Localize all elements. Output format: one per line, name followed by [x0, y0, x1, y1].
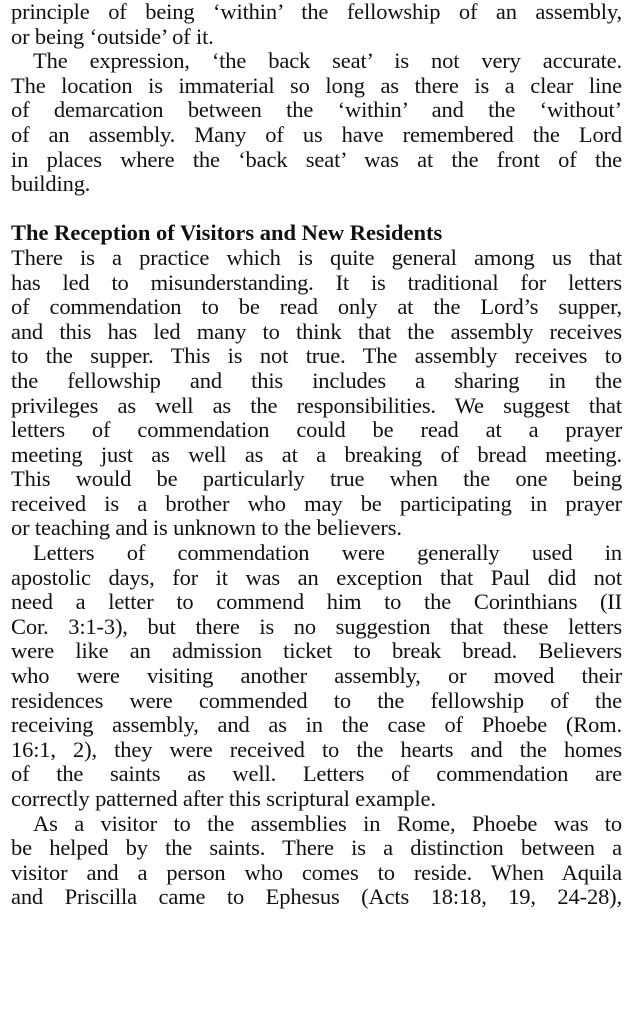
paragraph [11, 0, 622, 49]
paragraph [11, 49, 622, 197]
text-line: building. [11, 171, 91, 197]
text-line: be helped by the saints. There is a distinction between a [11, 835, 622, 861]
text-line: As a visitor to the assemblies in Rome, Phoebe was to [33, 810, 622, 836]
text-line: residences were commended to the fellowship of the [11, 687, 622, 713]
text-line: of commendation to be read only at the Lord’s supper, [11, 294, 622, 320]
text-line: has led to misunderstanding. It is traditional for letters [11, 269, 622, 295]
text-line: The location is immaterial so long as there is a clear line [11, 72, 622, 98]
text-line: or teaching and is unknown to the believers. [11, 515, 402, 541]
intro-paragraphs [11, 0, 622, 197]
paragraph [11, 246, 622, 541]
text-line: This would be particularly true when the one being [11, 466, 622, 492]
text-line: of the saints as well. Letters of commendation are [11, 761, 622, 787]
text-line: and this has led many to think that the assembly receives [11, 318, 622, 344]
text-line: of an assembly. Many of us have remembered the Lord [11, 121, 622, 147]
text-line: There is a practice which is quite general among us that [11, 244, 622, 270]
text-line: to the supper. This is not true. The assembly receives to [11, 343, 622, 369]
text-line: or being ‘outside’ of it. [11, 23, 214, 49]
text-line: letters of commendation could be read at a prayer [11, 417, 622, 443]
text-line: the fellowship and this includes a sharing in the [11, 367, 622, 393]
text-line: receiving assembly, and as in the case of Phoebe (Rom. [11, 712, 622, 738]
text-line: Letters of commendation were generally used in [33, 540, 622, 566]
text-line: need a letter to commend him to the Corinthians (II [11, 589, 622, 615]
text-line: privileges as well as the responsibilities. We suggest that [11, 392, 622, 418]
text-line: were like an admission ticket to break bread. Believers [11, 638, 622, 664]
text-line: apostolic days, for it was an exception that Paul did not [11, 564, 622, 590]
text-line: principle of being ‘within’ the fellowship of an assembly, [11, 0, 622, 24]
text-line: in places where the ‘back seat’ was at the front of the [11, 146, 622, 172]
text-line: and Priscilla came to Ephesus (Acts 18:18, 19, 24-28), [11, 884, 622, 910]
paragraph [11, 812, 622, 910]
section-body [11, 246, 622, 910]
text-line: The expression, ‘the back seat’ is not very accurate. [33, 48, 622, 74]
section-heading: The Reception of Visitors and New Residents [11, 220, 443, 246]
text-line: correctly patterned after this scriptural example. [11, 786, 436, 811]
text-line: 16:1, 2), they were received to the hearts and the homes [11, 736, 622, 762]
paragraph [11, 541, 622, 812]
text-line: visitor and a person who comes to reside. When Aquila [11, 859, 622, 885]
text-line: of demarcation between the ‘within’ and the ‘without’ [11, 97, 622, 123]
text-line: meeting just as well as at a breaking of bread meeting. [11, 441, 622, 467]
text-line: who were visiting another assembly, or moved their [11, 663, 622, 689]
section-gap [11, 197, 622, 222]
text-line: received is a brother who may be participating in prayer [11, 490, 622, 516]
text-line: Cor. 3:1-3), but there is no suggestion that these letters [11, 613, 622, 639]
